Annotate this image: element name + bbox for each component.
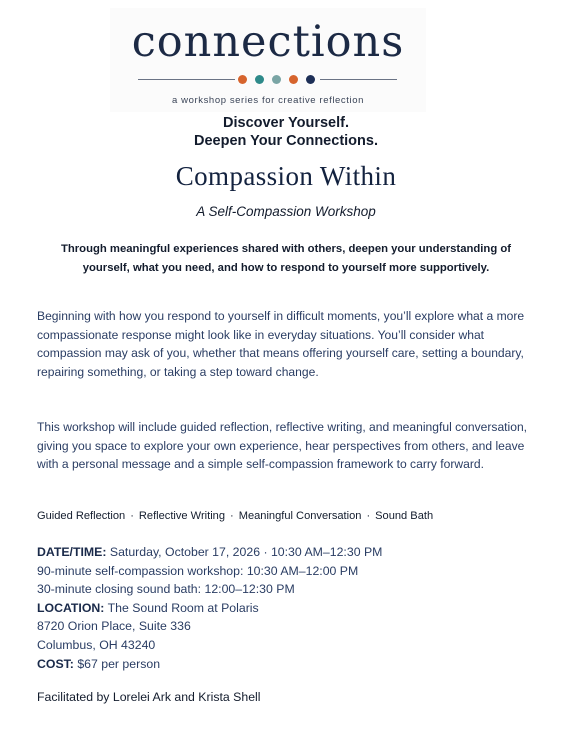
address-line-1: 8720 Orion Place, Suite 336 <box>37 619 191 634</box>
logo-dot-5 <box>306 75 315 84</box>
location-line <box>37 599 537 618</box>
logo-dot-3 <box>272 75 281 84</box>
description-paragraph-2: This workshop will include guided reflection, reflective writing, and meaningful conversation, giving you space to explore your own experience, hear perspectives from others, and leave with a personal message and a simple self-compassion framework to carry forward. <box>37 420 528 472</box>
cost-label: COST: <box>37 656 74 671</box>
logo-dot-1 <box>238 75 247 84</box>
workshop-title: Compassion Within <box>175 161 397 191</box>
activity-item: Guided Reflection <box>37 510 126 522</box>
intro-statement: Through meaningful experiences shared with others, deepen your understanding of yourself, what you need, and how to respond to yourself more supportively. <box>60 243 512 274</box>
activity-separator: · <box>230 510 234 522</box>
soundbath-time-line: 30-minute closing sound bath: 12:00–12:30 PM <box>37 582 295 597</box>
headline-line-2: Deepen Your Connections. <box>194 133 378 149</box>
headline-line-1: Discover Yourself. <box>223 115 349 131</box>
logo-wordmark: connections <box>131 17 405 67</box>
event-details <box>37 543 537 673</box>
location-value: The Sound Room at Polaris <box>107 600 259 615</box>
workshop-time-line: 90-minute self-compassion workshop: 10:30 AM–12:00 PM <box>37 563 359 578</box>
activity-separator: · <box>366 510 371 522</box>
datetime-label: DATE/TIME: <box>37 545 107 559</box>
cost-line <box>37 655 537 674</box>
activity-separator: · <box>130 510 134 522</box>
activity-item: Reflective Writing <box>138 510 225 522</box>
workshop-subtitle: A Self-Compassion Workshop <box>196 204 376 219</box>
description-paragraph-1: Beginning with how you respond to yourself in difficult moments, you’ll explore what a more compassionate response might look like in everyday situations. You’ll consider what compassion may ask of you, whether that means offering yourself care, setting a boundary, repairing something, or taking a step toward change. <box>37 309 525 379</box>
connections-logo <box>110 8 426 112</box>
logo-tagline: a workshop series for creative reflection <box>172 95 364 106</box>
activity-item: Sound Bath <box>375 510 434 522</box>
location-label: LOCATION: <box>37 600 105 615</box>
logo-rule-right <box>320 79 397 80</box>
cost-value: $67 per person <box>77 656 161 671</box>
logo-rule-left <box>138 79 235 80</box>
logo-dot-4 <box>289 75 298 84</box>
facilitators: Facilitated by Lorelei Ark and Krista Shell <box>37 690 261 704</box>
address-line-2: Columbus, OH 43240 <box>37 637 156 652</box>
datetime-line <box>37 543 537 562</box>
datetime-value: Saturday, October 17, 2026 · 10:30 AM–12:30 PM <box>109 545 383 559</box>
activity-item: Meaningful Conversation <box>238 510 362 522</box>
headline <box>0 114 572 150</box>
activities-list <box>37 507 547 525</box>
logo-dot-2 <box>255 75 264 84</box>
